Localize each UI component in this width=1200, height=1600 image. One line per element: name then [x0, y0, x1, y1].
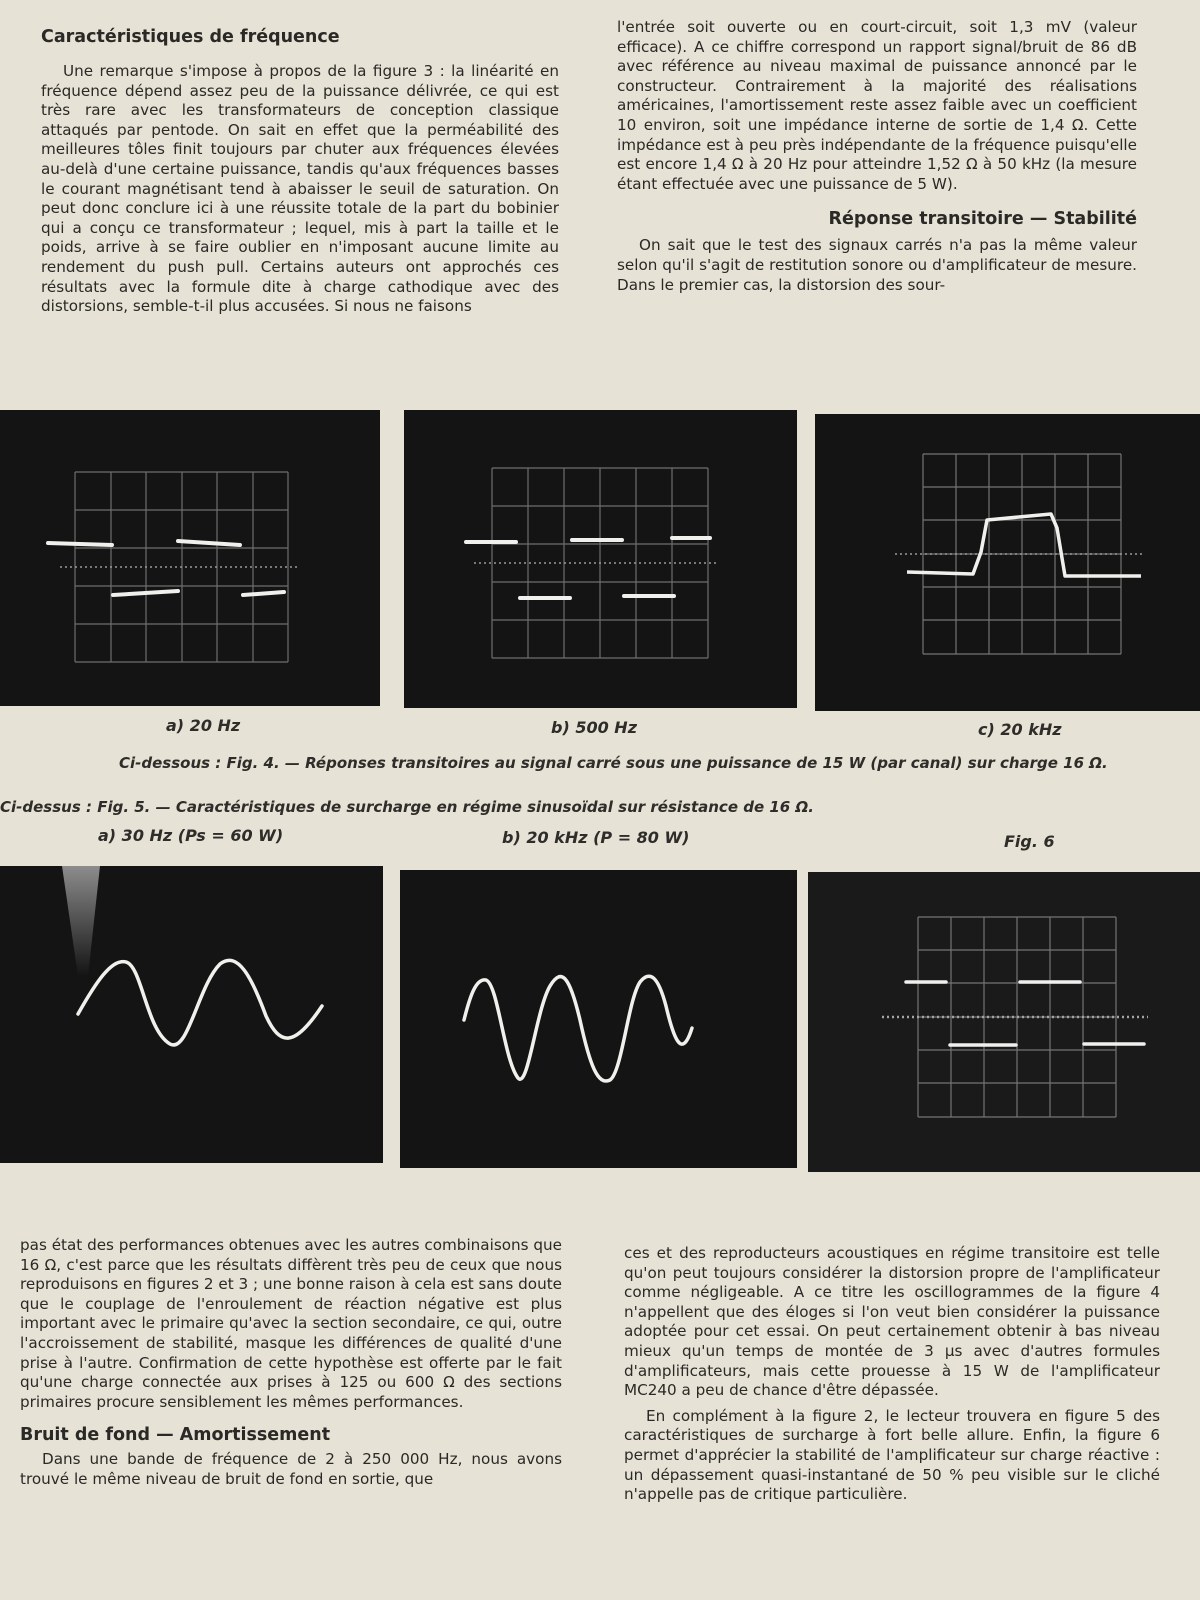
fig4a-label: a) 20 Hz	[166, 716, 241, 735]
paragraph-transient-continued: ces et des reproducteurs acoustiques en régime transitoire est telle qu'on peut toujours considérer la distorsion propre de l'amplificateur comme négligeable. A ce titre les oscillogrammes de la figure 4 n'appellent que des éloges si l'on veut bien considérer la puissance adoptée pour cet essai. On peut certainement obtenir à bas niveau mieux qu'un temps de montée de 3 µs avec d'autres formules d'amplificateurs, mais cette prouesse à 15 W de l'amplificateur MC240 a peu de chance d'être dépassée.	[624, 1244, 1160, 1400]
section-heading-transient: Réponse transitoire — Stabilité	[828, 209, 1137, 230]
paragraph-frequency: Une remarque s'impose à propos de la figure 3 : la linéarité en fréquence dépend assez peu de la puissance délivrée, ce qui est très rare avec les transformateurs de conception classique attaqués par pentode. On sait en effet que la perméabilité des meilleures tôles finit toujours par chuter aux fréquences élevées au-delà d'une certaine puissance, tandis qu'aux fréquences basses le courant magnétisant tend à abaisser le seuil de saturation. On peut donc conclure ici à une réussite totale de la part du bobinier qui a conçu ce transformateur ; lequel, mis à part la taille et le poids, arrive à se faire oublier en n'imposant aucune limite au rendement du push pull. Certains auteurs ont approchés ces résultats avec la formule dite à charge cathodique avec des distorsions, semble-t-il plus accusées. Si nous ne faisons	[41, 62, 559, 316]
section-heading-frequency: Caractéristiques de fréquence	[41, 27, 340, 47]
fig5-caption: Ci-dessus : Fig. 5. — Caractéristiques de surcharge en régime sinusoïdal sur résistance de 16 Ω.	[0, 798, 814, 816]
bottom-right-column	[624, 1244, 1160, 1505]
oscillogram-fig5a	[0, 866, 383, 1163]
fig5b-label: b) 20 kHz (P = 80 W)	[502, 828, 690, 847]
fig6-label: Fig. 6	[1004, 832, 1055, 851]
fig4-caption: Ci-dessous : Fig. 4. — Réponses transitoires au signal carré sous une puissance de 15 W (par canal) sur charge 16 Ω.	[119, 754, 1108, 772]
fig5a-label: a) 30 Hz (Ps = 60 W)	[98, 826, 284, 845]
section-heading-noise: Bruit de fond — Amortissement	[20, 1425, 331, 1446]
paragraph-transient: On sait que le test des signaux carrés n'a pas la même valeur selon qu'il s'agit de restitution sonore ou d'amplificateur de mesure. Dans le premier cas, la distorsion des sour-	[617, 236, 1137, 294]
bottom-left-column	[20, 1236, 562, 1490]
oscillogram-fig5b	[400, 870, 797, 1168]
oscillogram-fig4c	[815, 414, 1200, 711]
oscillogram-fig4b	[404, 410, 797, 708]
oscillogram-fig4a	[0, 410, 380, 706]
oscillogram-fig6	[808, 872, 1200, 1172]
paragraph-noise-continued: l'entrée soit ouverte ou en court-circuit, soit 1,3 mV (valeur efficace). A ce chiffre correspond un rapport signal/bruit de 86 dB avec référence au niveau maximal de puissance annoncé par le constructeur. Contrairement à la majorité des réalisations américaines, l'amortissement reste assez faible avec un coefficient 10 environ, soit une impédance interne de sortie de 1,4 Ω. Cette impédance est à peu près indépendante de la fréquence puisqu'elle est encore 1,4 Ω à 20 Hz pour atteindre 1,52 Ω à 50 kHz (la mesure étant effectuée avec une puissance de 5 W).	[617, 18, 1137, 193]
fig4b-label: b) 500 Hz	[551, 718, 638, 737]
paragraph-combinations: pas état des performances obtenues avec les autres combinaisons que 16 Ω, c'est parce que les résultats diffèrent très peu de ceux que nous reproduisons en figures 2 et 3 ; une bonne raison à cela est sans doute que le couplage de l'enroulement de réaction négative est plus important avec le primaire qu'avec la section secondaire, ce qui, outre l'accroissement de stabilité, masque les différences de qualité d'une prise à l'autre. Confirmation de cette hypothèse est offerte par le fait qu'une charge connectée aux prises à 125 ou 600 Ω des sections primaires procure sensiblement les mêmes performances.	[20, 1236, 563, 1411]
top-left-column	[41, 26, 559, 317]
paragraph-overload: En complément à la figure 2, le lecteur trouvera en figure 5 des caractéristiques de surcharge à fort belle allure. Enfin, la figure 6 permet d'apprécier la stabilité de l'amplificateur sur charge réactive : un dépassement quasi-instantané de 50 % peu visible sur le cliché n'appelle pas de critique particulière.	[624, 1406, 1160, 1504]
top-right-column	[617, 18, 1137, 295]
fig4c-label: c) 20 kHz	[978, 720, 1062, 739]
paragraph-noise: Dans une bande de fréquence de 2 à 250 000 Hz, nous avons trouvé le même niveau de bruit de fond en sortie, que	[20, 1450, 562, 1488]
